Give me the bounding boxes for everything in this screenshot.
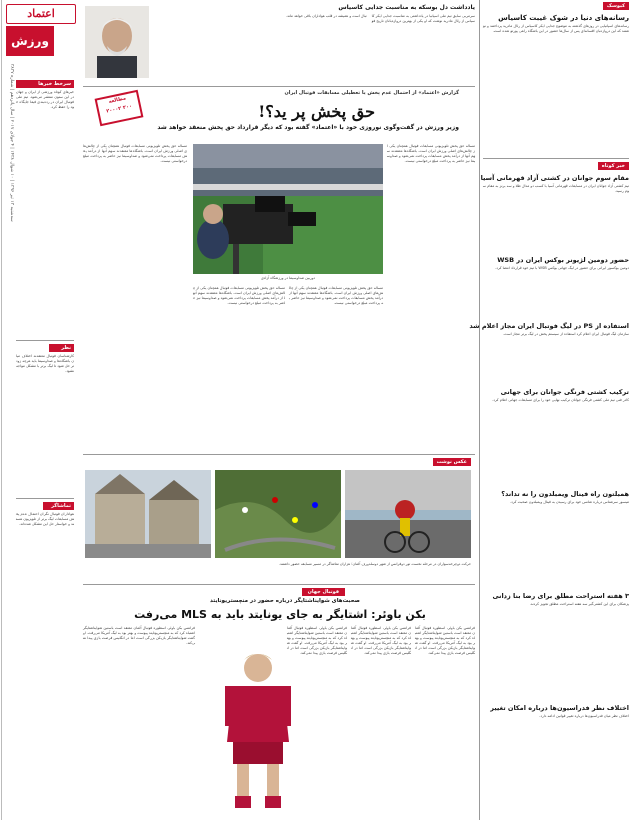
kiosk-title: کیوسک <box>603 2 629 10</box>
top-story-kicker: یادداشت دل بوسکه به مناسبت جدایی کاسیاس <box>338 4 475 11</box>
divider <box>16 498 74 499</box>
divider <box>83 584 475 585</box>
photo-section-caption: حرکت دوچرخه‌سواران در مرحله نخست تور دوفرانس از شهر دوسلدورف آلمان؛ هزاران تماشاگر در مسیر مسابقه حضور داشتند. <box>278 562 471 566</box>
brief-item <box>483 256 629 320</box>
top-story-body: سرمربی سابق تیم ملی اسپانیا در یادداشتی به مناسبت جدایی ایکر کاسیاس از رئال مادرید نوشت که او یکی از بهترین دروازه‌بانان تاریخ فوتبال است و همیشه در قلب هواداران باقی خواهد ماند. <box>285 14 475 23</box>
briefs-title: خبر کوتاه <box>598 162 629 170</box>
bottom-body-col2: فرانتس بکن باوئر، اسطوره فوتبال آلمان معتقد است باستین شوایناشتایگر اشتباه کرد که به منچستریونایتد پیوست و بهتر بود به لیگ آمریکا می‌رفت. او گفت شوایناشتایگر بازیکن بزرگی است اما در انگلیس فرصت بازی پیدا نمی‌کند. <box>351 626 411 655</box>
sidebar-box-body: خبرهای کوتاه ورزشی از ایران و جهان در این ستون منتشر می‌شود. تیم ملی فوتبال ایران در رده‌بندی فیفا جایگاه خود را حفظ کرد. <box>16 90 74 109</box>
masthead <box>1 0 78 820</box>
brief-body: تنیسور سرشناس درباره شانس خود برای رسیدن به فینال ویمبلدون صحبت کرد. <box>510 500 629 504</box>
feature-photo-caption: دوربین صداوسیما در ورزشگاه آزادی <box>260 276 316 280</box>
tour-photo-3 <box>85 470 211 558</box>
newspaper-logo <box>6 4 76 24</box>
brief-item <box>469 322 629 386</box>
sidebar-box-title: تماشاگر <box>43 502 74 510</box>
sidebar-box-spectator <box>16 502 74 818</box>
brief-body: تیم کشتی آزاد جوانان ایران در مسابقات قهرمانی آسیا با کسب دو مدال طلا و سه برنز به مقام سوم رسید. <box>483 184 629 193</box>
brief-body: دومین بوکسور ایرانی برای حضور در لیگ جهانی بوکس WSB با تیم خود قرارداد امضا کرد. <box>495 266 629 270</box>
bottom-body-col1: فرانتس بکن باوئر، اسطوره فوتبال آلمان معتقد است باستین شوایناشتایگر اشتباه کرد که به منچستریونایتد پیوست و بهتر بود به لیگ آمریکا می‌رفت. او گفت شوایناشتایگر بازیکن بزرگی است اما در انگلیس فرصت بازی پیدا نمی‌کند. <box>415 626 475 655</box>
photo-section-title: عکس نوشت <box>433 458 471 466</box>
sidebar-box-title: نظر <box>49 344 74 352</box>
sidebar-box-opinion <box>16 344 74 494</box>
bottom-body-col3: فرانتس بکن باوئر، اسطوره فوتبال آلمان معتقد است باستین شوایناشتایگر اشتباه کرد که به منچستریونایتد پیوست و بهتر بود به لیگ آمریکا می‌رفت. او گفت شوایناشتایگر بازیکن بزرگی است اما در انگلیس فرصت بازی پیدا نمی‌کند. <box>287 626 347 655</box>
right-column <box>469 0 629 820</box>
brief-item <box>483 704 629 816</box>
logo-text: اعتماد <box>27 7 55 20</box>
divider <box>483 158 629 159</box>
sidebar-box-title: سرخط خبرها <box>16 80 74 88</box>
section-banner <box>6 26 54 56</box>
brief-headline: ۳ هفته استراحت مطلق برای رضا بنا زدانی <box>492 592 629 600</box>
feature-body-col4: مساله حق پخش تلویزیونی مسابقات فوتبال همچنان یکی از چالش‌های اصلی ورزش ایران است. باشگاه‌ها معتقدند سهم آنها از درآمد پخش مسابقات پرداخت نمی‌شود و صداوسیما نیز حاضر به پرداخت مبلغ درخواستی نیست. <box>289 286 383 305</box>
brief-item <box>483 592 629 702</box>
edition-line: سه‌شنبه ۱۳ تیر ۱۳۹۶ | ۱۰ شوال ۱۴۳۸ | ۴ جولای ۲۰۱۷ | سال پانزدهم | شماره ۳۸۳۷ <box>9 64 14 222</box>
column-divider <box>479 0 480 820</box>
bottom-story-headline: بکن باوئر: اشتایگر به جای یونایتد باید به MLS می‌رفت <box>134 608 426 621</box>
brief-headline: استفاده از PS در لیگ فوتبال ایران مجاز اعلام شد <box>469 322 629 330</box>
feature-kicker: گزارش «اعتماد» از احتمال عدم پخش یا تعطیلی مسابقات فوتبال ایران <box>284 90 459 96</box>
brief-item <box>483 490 629 590</box>
brief-headline: حضور دومین لژیونر بوکس ایران در WSB <box>497 256 629 264</box>
brief-item <box>483 388 629 488</box>
feature-body-col2: مساله حق پخش تلویزیونی مسابقات فوتبال همچنان یکی از چالش‌های اصلی ورزش ایران است. باشگاه‌ها معتقدند سهم آنها از درآمد پخش مسابقات پرداخت نمی‌شود و صداوسیما نیز حاضر به پرداخت مبلغ درخواستی نیست. <box>83 144 187 163</box>
bottom-body-col4: فرانتس بکن باوئر، اسطوره فوتبال آلمان معتقد است باستین شوایناشتایگر اشتباه کرد که به منچستریونایتد پیوست و بهتر بود به لیگ آمریکا می‌رفت. او گفت شوایناشتایگر بازیکن بزرگی است اما در انگلیس فرصت بازی پیدا نمی‌کند. <box>83 626 195 645</box>
bottom-story-tag: فوتبال جهان <box>302 588 345 596</box>
section-title: ورزش <box>11 34 49 48</box>
divider <box>83 454 475 455</box>
brief-body: سازمان لیگ فوتبال ایران اعلام کرد استفاده از سیستم پخش در لیگ برتر مجاز است. <box>502 332 629 336</box>
main-feature <box>83 88 475 450</box>
brief-body: کادر فنی تیم ملی کشتی فرنگی جوانان ترکیب نهایی خود را برای مسابقات جهانی اعلام کرد. <box>492 398 629 402</box>
brief-item <box>480 174 629 254</box>
sidebar-box-headlines <box>16 80 74 280</box>
divider <box>83 86 475 87</box>
feature-subheadline: وزیر ورزش در گفت‌وگوی نوروزی خود با «اعتماد» گفته بود که دیگر قرارداد حق پخش منعقد خواهد شد <box>157 124 459 131</box>
bottom-story-kicker: صحبت‌های شوایناشتایگر درباره حضور در منچستریونایتد <box>210 598 360 604</box>
tv-camera-photo <box>193 144 383 274</box>
feature-body-col1: مساله حق پخش تلویزیونی مسابقات فوتبال همچنان یکی از چالش‌های اصلی ورزش ایران است. باشگاه‌ها معتقدند سهم آنها از درآمد پخش مسابقات پرداخت نمی‌شود و صداوسیما نیز حاضر به پرداخت مبلغ درخواستی نیست. <box>387 144 475 163</box>
tour-photo-2 <box>215 470 341 558</box>
brief-headline: ترکیب کشتی فرنگی جوانان برای جهانی <box>500 388 629 396</box>
sidebar-box-body: هواداران فوتبال نگران احتمال عدم پخش مسابقات لیگ برتر از تلویزیون هستند و خواستار حل این مشکل شده‌اند. <box>16 512 74 526</box>
sidebar-box-body: کارشناسان فوتبال معتقدند اختلاف میان باشگاه‌ها و صداوسیما باید هرچه زودتر حل شود تا لیگ برتر با مشکل مواجه نشود. <box>16 354 74 373</box>
brief-body: پزشکان برای این کشتی‌گیر سه هفته استراحت مطلق تجویز کردند. <box>529 602 629 606</box>
feature-headline: حق پخش پر ید؟! <box>258 102 375 121</box>
brief-headline: همبلتون راه فینال ویمبلدون را نه تداند؟ <box>501 490 629 498</box>
tour-photo-1 <box>345 470 471 558</box>
brief-headline: مقام سوم جوانان در کشتی آزاد قهرمانی آسیا <box>480 174 629 182</box>
kiosk-headline: رسانه‌های دنیا در شوک غیبت کاسیاس <box>498 14 629 22</box>
brief-body: اختلاف نظر میان فدراسیون‌ها درباره تغییر قوانین ادامه دارد. <box>539 714 629 718</box>
kiosk-body: رسانه‌های اسپانیایی در روزهای گذشته به موضوع جدایی ایکر کاسیاس از رئال مادرید پرداختند و نوشتند که این دروازه‌بان افسانه‌ای پس از سال‌ها حضور در این باشگاه راهی پورتو شده است. <box>483 24 629 33</box>
brief-headline: اختلاف نظر فدراسیون‌ها درباره امکان تغییر <box>490 704 629 712</box>
divider <box>16 340 74 341</box>
del-bosque-portrait <box>85 6 149 78</box>
top-story <box>83 4 475 84</box>
red-stamp: مطالعه ۲۰۰ ۲۰۰۰۲ <box>95 90 144 127</box>
photo-section <box>83 456 475 582</box>
bottom-story <box>83 586 475 818</box>
feature-body-col3: مساله حق پخش تلویزیونی مسابقات فوتبال همچنان یکی از چالش‌های اصلی ورزش ایران است. باشگاه‌ها معتقدند سهم آنها از درآمد پخش مسابقات پرداخت نمی‌شود و صداوسیما نیز حاضر به پرداخت مبلغ درخواستی نیست. <box>193 286 285 305</box>
